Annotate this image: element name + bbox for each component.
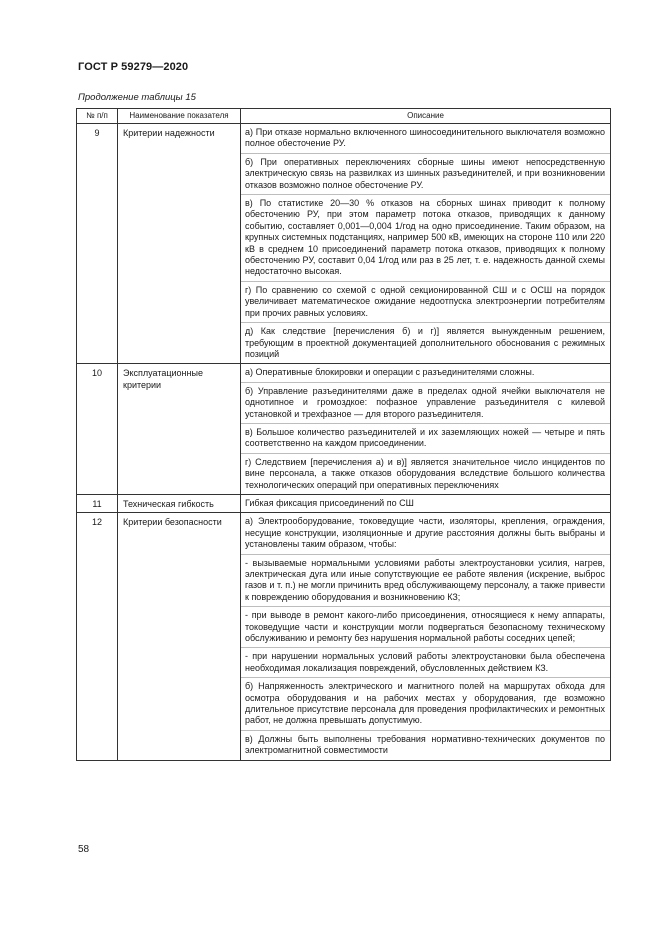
description-paragraph: - при нарушении нормальных условий работы электроустановки была обеспечена необходимая локализация повреждений, обусловленных действием КЗ. bbox=[241, 648, 610, 678]
criteria-table bbox=[76, 108, 611, 761]
description-cell bbox=[241, 494, 611, 512]
table-container bbox=[76, 108, 610, 761]
page-number: 58 bbox=[78, 844, 90, 855]
row-number: 10 bbox=[77, 364, 118, 495]
description-cell bbox=[241, 124, 611, 364]
description-paragraph: Гибкая фиксация присоединений по СШ bbox=[245, 497, 414, 508]
indicator-name: Техническая гибкость bbox=[118, 494, 241, 512]
document-header: ГОСТ Р 59279—2020 bbox=[78, 61, 189, 73]
description-paragraph: а) Электрооборудование, токоведущие части, изоляторы, крепления, ограждения, несущие конструкции, изоляционные и другие расстояния должны быть выбраны и установлены таким образом, чтобы: bbox=[241, 513, 610, 554]
description-paragraph: в) Должны быть выполнены требования нормативно-технических документов по электромагнитной совместимости bbox=[245, 733, 605, 756]
table-header-row bbox=[77, 109, 611, 124]
description-paragraph: в) По статистике 20—30 % отказов на сборных шинах приводит к полному обесточению РУ, при этом параметр потока отказов, приводящих к данному событию, составляет 0,001—0,004 1/год на одно присоединение. Таким образом, на крупных системных подстанциях, например 500 кВ, имеющих на стороне 110 или 220 кВ в среднем 10 присоединений параметр потока отказов, приводящих к полному обесточению РУ, составит 0,04 1/год или раз в 25 лет, т. е. надежность данной схемы недостаточно высокая. bbox=[241, 195, 610, 282]
description-cell bbox=[241, 364, 611, 495]
indicator-name: Критерии безопасности bbox=[118, 513, 241, 760]
table-row bbox=[77, 513, 611, 760]
table-continuation-caption: Продолжение таблицы 15 bbox=[78, 92, 196, 103]
description-paragraph: г) По сравнению со схемой с одной секционированной СШ и с ОСШ на порядок увеличивает математическое ожидание недоотпуска электроэнергии потребителям при прочих равных условиях. bbox=[241, 282, 610, 323]
row-number: 9 bbox=[77, 124, 118, 364]
description-paragraph: б) Напряженность электрического и магнитного полей на маршрутах обхода для осмотра оборудования и на рабочих местах у оборудования, где возможно длительное присутствие персонала для проведения профилактических и ремонтных работ, не должна превышать допустимую. bbox=[241, 678, 610, 731]
row-number: 11 bbox=[77, 494, 118, 512]
indicator-name: Критерии надежности bbox=[118, 124, 241, 364]
description-paragraph: а) Оперативные блокировки и операции с разъединителями сложны. bbox=[241, 364, 610, 382]
description-paragraph: б) Управление разъединителями даже в пределах одной ячейки выключателя не однотипное и громоздкое: пофазное управление разъединителя с килевой установкой и трехфазное — для второго разъединителя. bbox=[241, 383, 610, 424]
description-cell bbox=[241, 513, 611, 760]
description-paragraph: г) Следствием [перечисления а) и в)] является значительное число инцидентов по вине персонала, а также отказов оборудования вследствие большого количества технологических операций при оперативных переключениях bbox=[245, 456, 605, 490]
description-paragraph: - при выводе в ремонт какого-либо присоединения, относящиеся к нему аппараты, токоведущие части и конструкции могли подвергаться безопасному техническому обслуживанию и ремонту без нарушения нормальной работы соседних цепей; bbox=[241, 607, 610, 648]
description-paragraph: а) При отказе нормально включенного шиносоединительного выключателя возможно полное обесточение РУ. bbox=[241, 124, 610, 154]
table-row bbox=[77, 494, 611, 512]
column-header-description: Описание bbox=[241, 109, 611, 124]
row-number: 12 bbox=[77, 513, 118, 760]
description-paragraph: б) При оперативных переключениях сборные шины имеют непосредственную электрическую связь на развилках из шинных разъединителей, и при возникновении отказов возможно полное обесточение РУ. bbox=[241, 154, 610, 195]
column-header-number: № п/п bbox=[77, 109, 118, 124]
table-row bbox=[77, 124, 611, 364]
table-row bbox=[77, 364, 611, 495]
indicator-name: Эксплуатационные критерии bbox=[118, 364, 241, 495]
description-paragraph: д) Как следствие [перечисления б) и г)] является вынужденным решением, требующим в проектной документацией дополнительного обоснования с режимных позиций bbox=[245, 326, 605, 359]
description-paragraph: - вызываемые нормальными условиями работы электроустановки усилия, нагрев, электрическая дуга или иные сопутствующие ее работе явления (искрение, выброс газов и т. п.) не могли причинить вред обслуживающему персоналу, а также привести к повреждению оборудования и возникновению КЗ; bbox=[241, 555, 610, 608]
column-header-indicator-name: Наименование показателя bbox=[118, 109, 241, 124]
description-paragraph: в) Большое количество разъединителей и их заземляющих ножей — четыре и пять соответственно на каждом присоединении. bbox=[241, 424, 610, 454]
